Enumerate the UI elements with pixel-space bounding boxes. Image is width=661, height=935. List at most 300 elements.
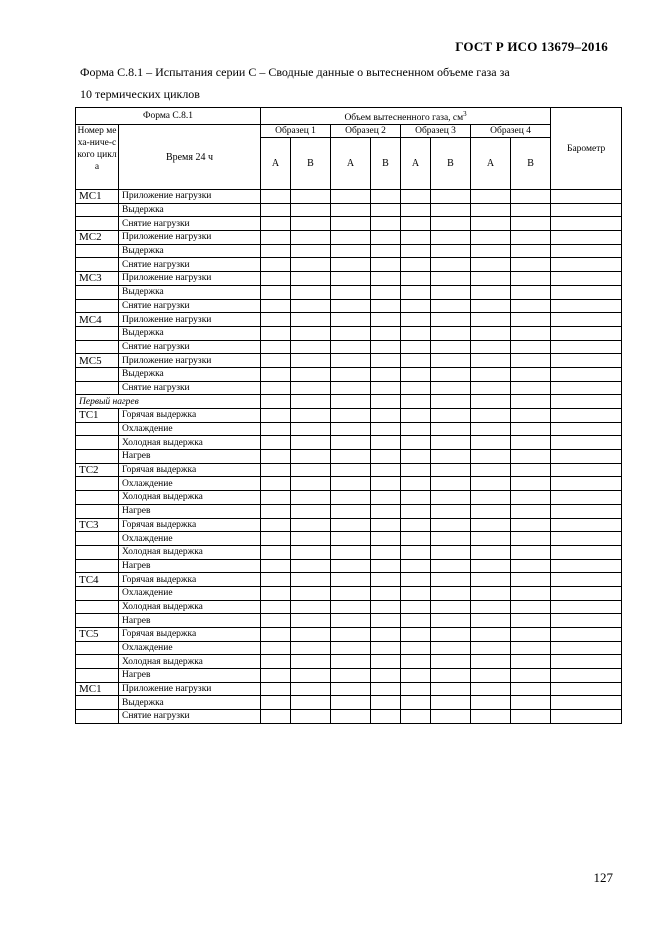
empty-cell <box>431 313 471 327</box>
empty-cell <box>291 669 331 683</box>
empty-cell <box>401 532 431 546</box>
table-row <box>76 532 622 546</box>
empty-cell <box>261 203 291 217</box>
empty-cell <box>471 367 511 381</box>
empty-cell <box>331 463 371 477</box>
empty-cell <box>551 463 622 477</box>
sample-3-header: Образец 3 <box>401 125 471 138</box>
empty-cell <box>511 477 551 491</box>
empty-cell <box>431 409 471 423</box>
empty-cell <box>471 655 511 669</box>
empty-cell <box>291 354 331 368</box>
empty-cell <box>371 326 401 340</box>
empty-cell <box>511 450 551 464</box>
empty-cell <box>331 491 371 505</box>
cycle-code-cell <box>76 367 119 381</box>
step-cell: Выдержка <box>119 326 261 340</box>
empty-cell <box>371 573 401 587</box>
step-cell: Снятие нагрузки <box>119 710 261 724</box>
empty-cell <box>331 586 371 600</box>
table-row <box>76 244 622 258</box>
sample-4-b: B <box>511 138 551 190</box>
cycle-code-cell: MC5 <box>76 354 119 368</box>
empty-cell <box>551 600 622 614</box>
empty-cell <box>551 422 622 436</box>
sample-1-header: Образец 1 <box>261 125 331 138</box>
empty-cell <box>471 573 511 587</box>
empty-cell <box>431 203 471 217</box>
table-row <box>76 217 622 231</box>
empty-cell <box>291 285 331 299</box>
empty-cell <box>331 573 371 587</box>
empty-cell <box>261 573 291 587</box>
empty-cell <box>511 409 551 423</box>
table-row <box>76 545 622 559</box>
page-number: 127 <box>593 870 613 885</box>
empty-cell <box>331 628 371 642</box>
empty-cell <box>471 217 511 231</box>
empty-cell <box>371 190 401 204</box>
empty-cell <box>551 669 622 683</box>
empty-cell <box>371 655 401 669</box>
cycle-code-cell: MC1 <box>76 190 119 204</box>
empty-cell <box>261 299 291 313</box>
empty-cell <box>371 217 401 231</box>
empty-cell <box>511 600 551 614</box>
empty-cell <box>261 504 291 518</box>
table-row <box>76 354 622 368</box>
empty-cell <box>261 655 291 669</box>
empty-cell <box>331 340 371 354</box>
empty-cell <box>401 436 431 450</box>
empty-cell <box>431 422 471 436</box>
table-row <box>76 655 622 669</box>
table-row <box>76 504 622 518</box>
cycle-number-header <box>76 125 119 190</box>
empty-cell <box>291 203 331 217</box>
cycle-code-cell <box>76 340 119 354</box>
empty-cell <box>511 217 551 231</box>
table-row <box>76 258 622 272</box>
cycle-code-cell: MC3 <box>76 272 119 286</box>
cycle-code-cell: TC1 <box>76 409 119 423</box>
empty-cell <box>291 422 331 436</box>
empty-cell <box>401 313 431 327</box>
empty-cell <box>401 586 431 600</box>
empty-cell <box>431 614 471 628</box>
empty-cell <box>331 395 371 409</box>
step-cell: Охлаждение <box>119 641 261 655</box>
empty-cell <box>331 682 371 696</box>
empty-cell <box>511 641 551 655</box>
table-row <box>76 696 622 710</box>
time-header-text: Время 24 ч <box>165 151 214 163</box>
step-cell: Снятие нагрузки <box>119 381 261 395</box>
empty-cell <box>511 491 551 505</box>
empty-cell <box>261 559 291 573</box>
empty-cell <box>371 436 401 450</box>
empty-cell <box>511 313 551 327</box>
empty-cell <box>371 477 401 491</box>
empty-cell <box>291 682 331 696</box>
empty-cell <box>401 696 431 710</box>
step-cell: Выдержка <box>119 244 261 258</box>
empty-cell <box>261 217 291 231</box>
empty-cell <box>261 244 291 258</box>
table-row <box>76 628 622 642</box>
table-row <box>76 190 622 204</box>
empty-cell <box>511 628 551 642</box>
table-row <box>76 641 622 655</box>
empty-cell <box>511 395 551 409</box>
empty-cell <box>551 628 622 642</box>
empty-cell <box>371 518 401 532</box>
empty-cell <box>511 504 551 518</box>
empty-cell <box>291 381 331 395</box>
step-cell: Горячая выдержка <box>119 628 261 642</box>
step-cell: Снятие нагрузки <box>119 258 261 272</box>
empty-cell <box>261 586 291 600</box>
empty-cell <box>261 258 291 272</box>
table-row <box>76 477 622 491</box>
empty-cell <box>401 682 431 696</box>
empty-cell <box>291 710 331 724</box>
empty-cell <box>291 491 331 505</box>
empty-cell <box>431 628 471 642</box>
empty-cell <box>471 436 511 450</box>
empty-cell <box>331 422 371 436</box>
empty-cell <box>291 477 331 491</box>
empty-cell <box>371 491 401 505</box>
empty-cell <box>261 669 291 683</box>
empty-cell <box>291 504 331 518</box>
empty-cell <box>261 628 291 642</box>
empty-cell <box>431 682 471 696</box>
empty-cell <box>471 381 511 395</box>
empty-cell <box>371 395 401 409</box>
empty-cell <box>371 272 401 286</box>
empty-cell <box>401 367 431 381</box>
empty-cell <box>331 244 371 258</box>
step-cell: Охлаждение <box>119 532 261 546</box>
empty-cell <box>371 244 401 258</box>
empty-cell <box>471 354 511 368</box>
sample-2-header: Образец 2 <box>331 125 401 138</box>
form-label-cell: Форма С.8.1 <box>76 108 261 125</box>
form-caption-line-1: Форма С.8.1 – Испытания серии С – Сводные данные о вытесненном объеме газа за <box>80 65 510 79</box>
empty-cell <box>331 217 371 231</box>
empty-cell <box>551 518 622 532</box>
table-row <box>76 559 622 573</box>
cycle-code-cell <box>76 614 119 628</box>
time-header-cell <box>119 125 261 190</box>
empty-cell <box>511 518 551 532</box>
empty-cell <box>401 299 431 313</box>
table-row <box>76 231 622 245</box>
empty-cell <box>401 545 431 559</box>
empty-cell <box>261 422 291 436</box>
step-cell: Выдержка <box>119 367 261 381</box>
empty-cell <box>551 696 622 710</box>
empty-cell <box>511 231 551 245</box>
barometer-header-cell: Барометр <box>551 108 622 190</box>
empty-cell <box>431 436 471 450</box>
empty-cell <box>471 258 511 272</box>
empty-cell <box>291 367 331 381</box>
empty-cell <box>401 491 431 505</box>
table-row <box>76 491 622 505</box>
empty-cell <box>471 600 511 614</box>
empty-cell <box>401 381 431 395</box>
table-row <box>76 299 622 313</box>
table-row <box>76 326 622 340</box>
empty-cell <box>511 354 551 368</box>
sample-2-a: A <box>331 138 371 190</box>
empty-cell <box>431 463 471 477</box>
step-cell: Снятие нагрузки <box>119 217 261 231</box>
step-cell: Выдержка <box>119 696 261 710</box>
empty-cell <box>511 559 551 573</box>
empty-cell <box>371 203 401 217</box>
empty-cell <box>371 504 401 518</box>
empty-cell <box>471 682 511 696</box>
cycle-code-cell <box>76 422 119 436</box>
empty-cell <box>431 504 471 518</box>
empty-cell <box>551 491 622 505</box>
empty-cell <box>511 696 551 710</box>
empty-cell <box>371 559 401 573</box>
table-row <box>76 313 622 327</box>
empty-cell <box>401 409 431 423</box>
empty-cell <box>551 409 622 423</box>
empty-cell <box>401 450 431 464</box>
table-row <box>76 285 622 299</box>
empty-cell <box>431 244 471 258</box>
table-row <box>76 436 622 450</box>
empty-cell <box>371 340 401 354</box>
empty-cell <box>471 244 511 258</box>
empty-cell <box>261 381 291 395</box>
cycle-code-cell: TC5 <box>76 628 119 642</box>
empty-cell <box>511 367 551 381</box>
section-label: Первый нагрев <box>76 395 261 409</box>
empty-cell <box>371 409 401 423</box>
empty-cell <box>331 326 371 340</box>
volume-unit-power: 3 <box>463 110 467 118</box>
empty-cell <box>291 559 331 573</box>
empty-cell <box>511 258 551 272</box>
cycle-code-cell <box>76 436 119 450</box>
empty-cell <box>401 285 431 299</box>
empty-cell <box>261 614 291 628</box>
empty-cell <box>261 340 291 354</box>
empty-cell <box>551 381 622 395</box>
cycle-code-cell <box>76 258 119 272</box>
cycle-code-cell <box>76 600 119 614</box>
sample-4-header: Образец 4 <box>471 125 551 138</box>
form-caption-line-2: 10 термических циклов <box>80 87 200 101</box>
empty-cell <box>471 231 511 245</box>
empty-cell <box>471 463 511 477</box>
empty-cell <box>431 340 471 354</box>
empty-cell <box>471 313 511 327</box>
empty-cell <box>291 217 331 231</box>
empty-cell <box>551 285 622 299</box>
empty-cell <box>551 477 622 491</box>
empty-cell <box>401 504 431 518</box>
empty-cell <box>431 641 471 655</box>
empty-cell <box>331 354 371 368</box>
empty-cell <box>401 559 431 573</box>
empty-cell <box>401 518 431 532</box>
empty-cell <box>371 450 401 464</box>
empty-cell <box>371 463 401 477</box>
step-cell: Охлаждение <box>119 477 261 491</box>
empty-cell <box>261 532 291 546</box>
empty-cell <box>261 285 291 299</box>
cycle-code-cell: MC4 <box>76 313 119 327</box>
empty-cell <box>431 491 471 505</box>
empty-cell <box>551 641 622 655</box>
empty-cell <box>261 354 291 368</box>
empty-cell <box>371 231 401 245</box>
empty-cell <box>261 641 291 655</box>
empty-cell <box>551 340 622 354</box>
empty-cell <box>431 367 471 381</box>
empty-cell <box>291 641 331 655</box>
step-cell: Нагрев <box>119 450 261 464</box>
cycle-code-cell: TC4 <box>76 573 119 587</box>
empty-cell <box>511 340 551 354</box>
empty-cell <box>331 710 371 724</box>
empty-cell <box>371 354 401 368</box>
empty-cell <box>261 518 291 532</box>
empty-cell <box>371 628 401 642</box>
empty-cell <box>401 422 431 436</box>
cycle-code-cell <box>76 477 119 491</box>
step-cell: Нагрев <box>119 559 261 573</box>
empty-cell <box>401 217 431 231</box>
empty-cell <box>371 313 401 327</box>
empty-cell <box>431 532 471 546</box>
table-row <box>76 203 622 217</box>
step-cell: Горячая выдержка <box>119 518 261 532</box>
empty-cell <box>401 231 431 245</box>
empty-cell <box>431 586 471 600</box>
empty-cell <box>331 381 371 395</box>
empty-cell <box>551 190 622 204</box>
empty-cell <box>471 586 511 600</box>
step-cell: Холодная выдержка <box>119 545 261 559</box>
step-cell: Приложение нагрузки <box>119 682 261 696</box>
step-cell: Приложение нагрузки <box>119 272 261 286</box>
empty-cell <box>551 504 622 518</box>
empty-cell <box>551 545 622 559</box>
empty-cell <box>431 272 471 286</box>
empty-cell <box>471 272 511 286</box>
empty-cell <box>471 669 511 683</box>
step-cell: Приложение нагрузки <box>119 354 261 368</box>
step-cell: Нагрев <box>119 504 261 518</box>
step-cell: Приложение нагрузки <box>119 190 261 204</box>
table-row <box>76 573 622 587</box>
empty-cell <box>331 477 371 491</box>
empty-cell <box>431 258 471 272</box>
empty-cell <box>551 244 622 258</box>
empty-cell <box>551 450 622 464</box>
empty-cell <box>261 409 291 423</box>
sample-2-b: B <box>371 138 401 190</box>
empty-cell <box>291 518 331 532</box>
cycle-code-cell <box>76 655 119 669</box>
empty-cell <box>471 710 511 724</box>
table-row <box>76 367 622 381</box>
empty-cell <box>551 354 622 368</box>
empty-cell <box>331 203 371 217</box>
empty-cell <box>471 491 511 505</box>
table-row <box>76 450 622 464</box>
empty-cell <box>291 244 331 258</box>
sample-1-b: B <box>291 138 331 190</box>
cycle-code-cell <box>76 217 119 231</box>
empty-cell <box>431 545 471 559</box>
table-row <box>76 710 622 724</box>
empty-cell <box>401 244 431 258</box>
empty-cell <box>511 586 551 600</box>
empty-cell <box>261 436 291 450</box>
cycle-code-cell: MC2 <box>76 231 119 245</box>
cycle-code-cell <box>76 545 119 559</box>
empty-cell <box>401 395 431 409</box>
step-cell: Выдержка <box>119 203 261 217</box>
empty-cell <box>551 299 622 313</box>
empty-cell <box>371 532 401 546</box>
empty-cell <box>471 504 511 518</box>
empty-cell <box>431 669 471 683</box>
standard-number: ГОСТ Р ИСО 13679–2016 <box>455 39 608 54</box>
empty-cell <box>551 203 622 217</box>
step-cell: Нагрев <box>119 614 261 628</box>
empty-cell <box>471 545 511 559</box>
empty-cell <box>371 299 401 313</box>
empty-cell <box>401 655 431 669</box>
empty-cell <box>331 285 371 299</box>
cycle-code-cell <box>76 669 119 683</box>
empty-cell <box>511 422 551 436</box>
table-row <box>76 409 622 423</box>
empty-cell <box>431 450 471 464</box>
empty-cell <box>261 395 291 409</box>
empty-cell <box>471 614 511 628</box>
empty-cell <box>331 545 371 559</box>
volume-header-text: Объем вытесненного газа, см <box>344 113 464 123</box>
empty-cell <box>551 231 622 245</box>
empty-cell <box>371 641 401 655</box>
empty-cell <box>471 409 511 423</box>
step-cell: Нагрев <box>119 669 261 683</box>
table-row <box>76 463 622 477</box>
step-cell: Горячая выдержка <box>119 409 261 423</box>
empty-cell <box>511 436 551 450</box>
cycle-code-cell <box>76 285 119 299</box>
empty-cell <box>371 258 401 272</box>
header-row-1 <box>76 108 622 125</box>
empty-cell <box>291 573 331 587</box>
step-cell: Приложение нагрузки <box>119 313 261 327</box>
empty-cell <box>371 669 401 683</box>
empty-cell <box>291 628 331 642</box>
empty-cell <box>431 395 471 409</box>
